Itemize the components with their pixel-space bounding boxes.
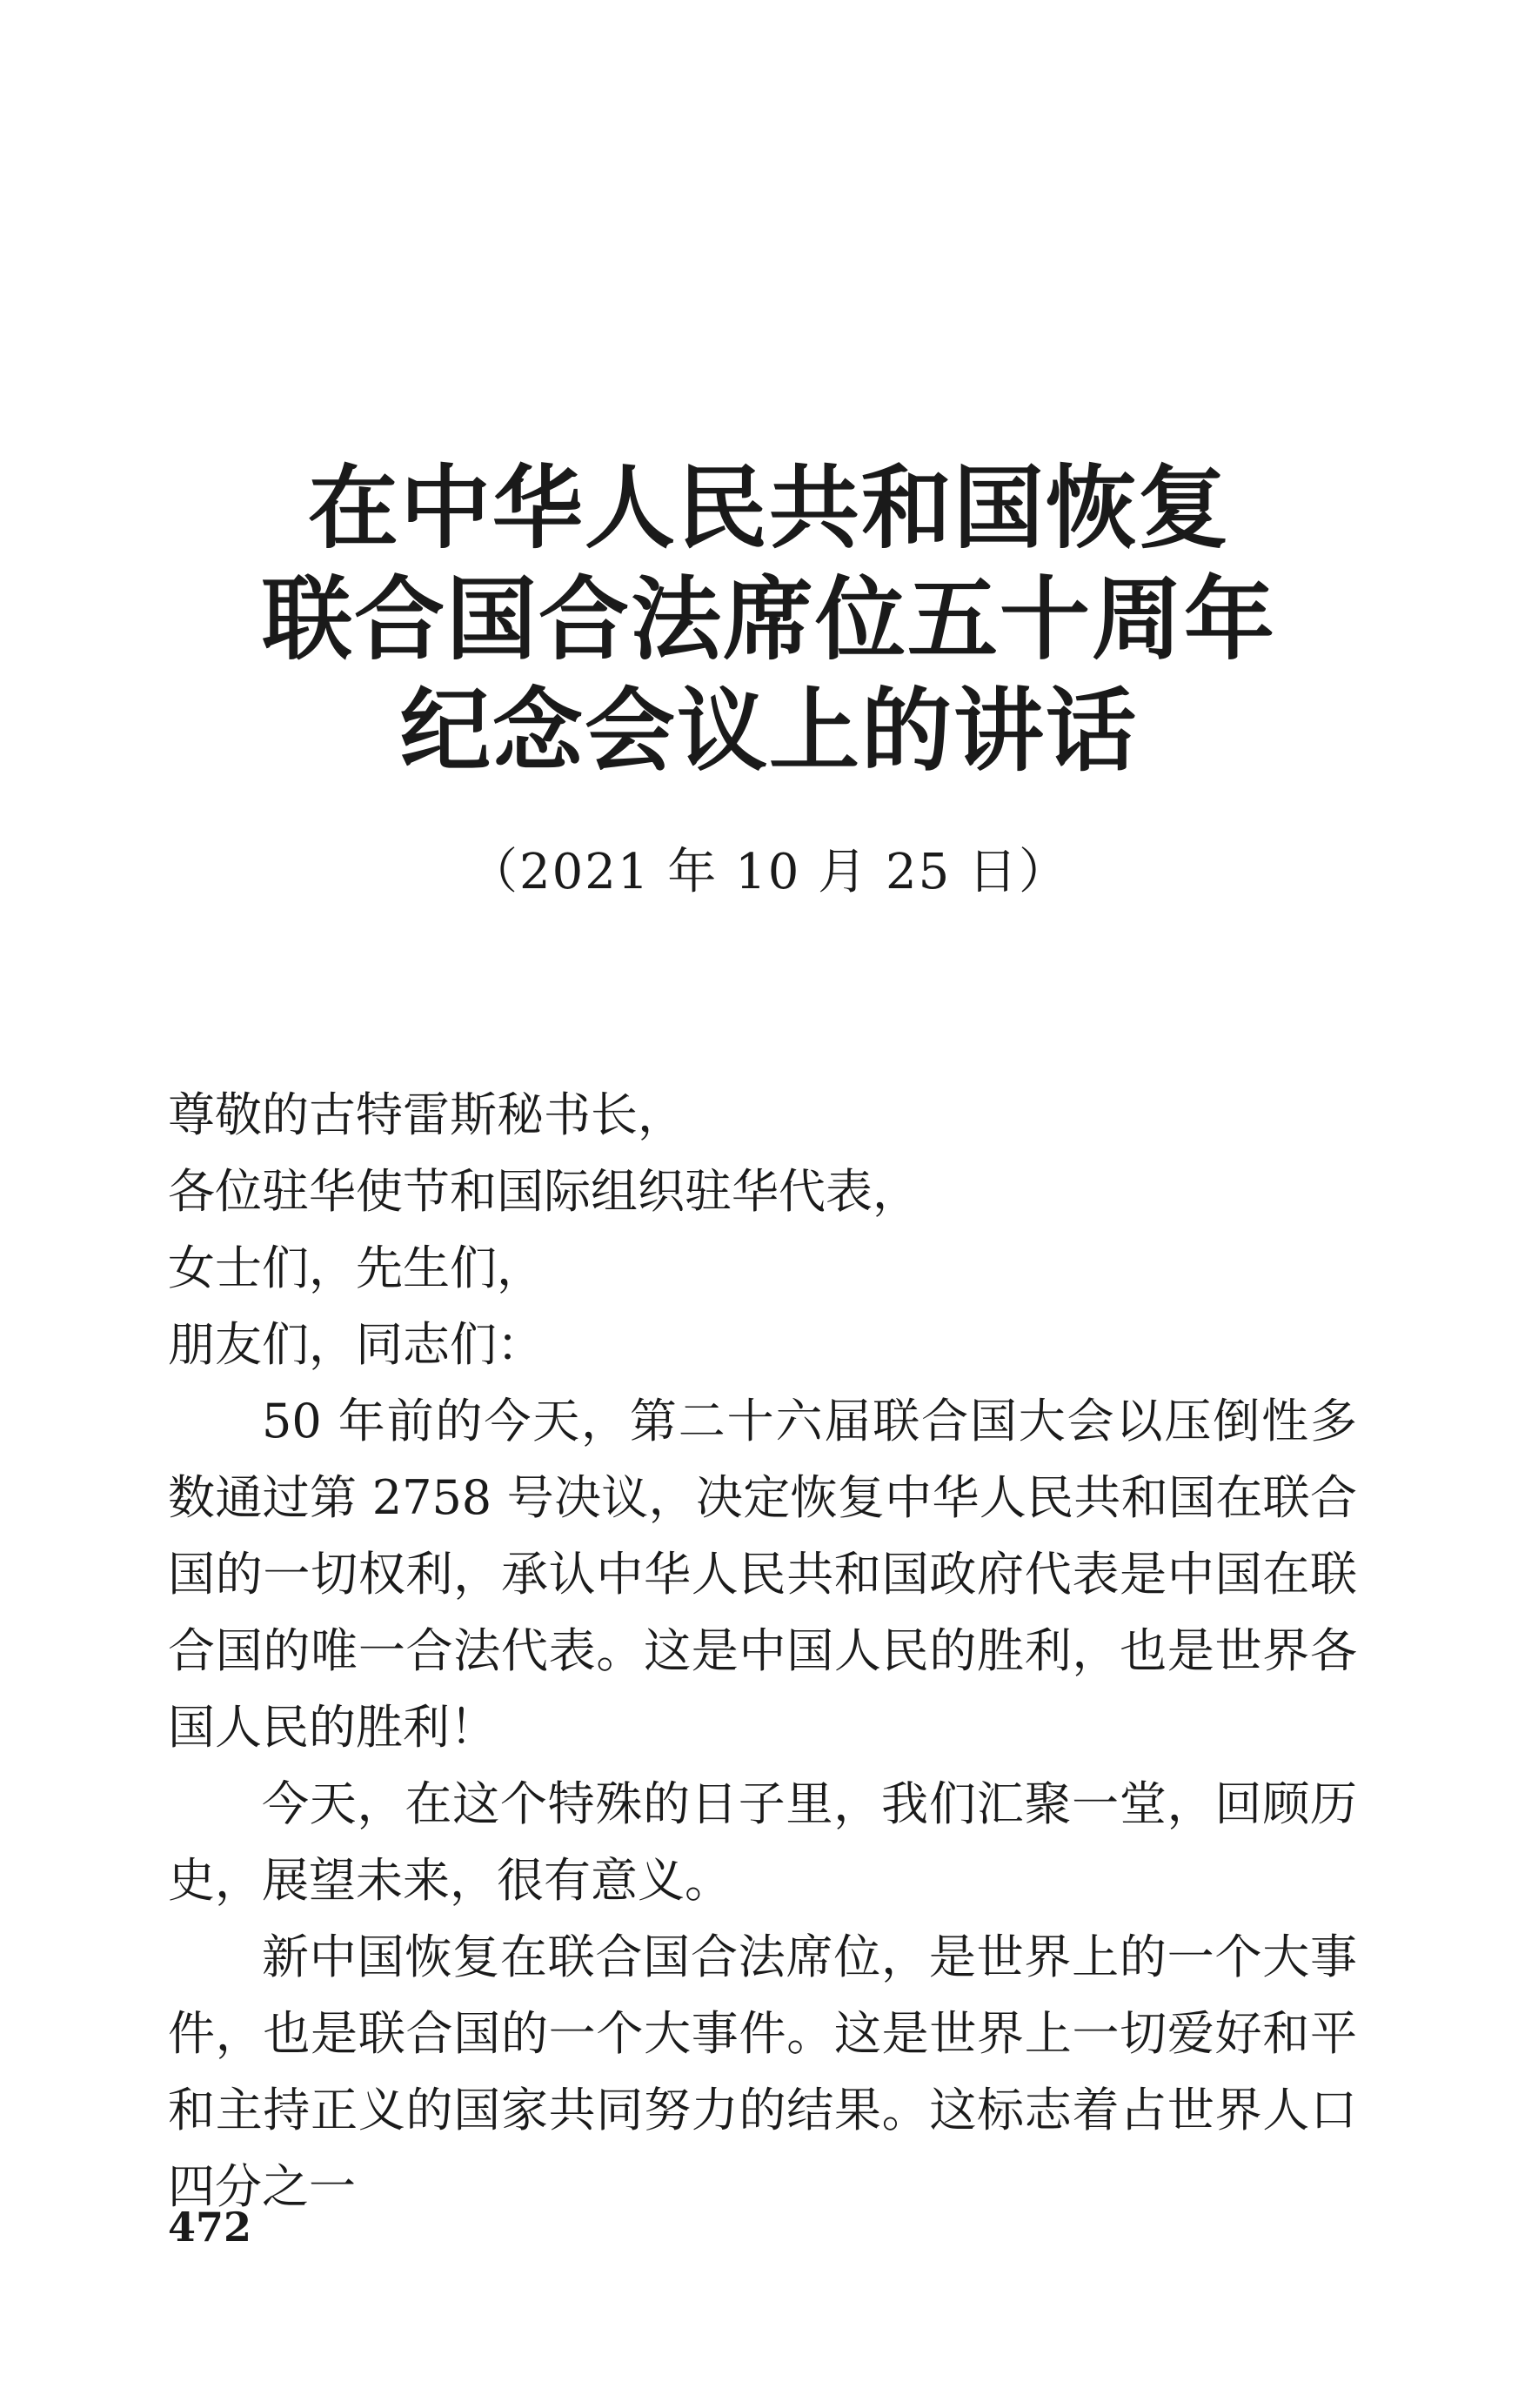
speech-date: （2021 年 10 月 25 日） xyxy=(468,844,1070,900)
speech-title xyxy=(0,452,1538,786)
salutation-line: 朋友们，同志们： xyxy=(168,1317,544,1372)
title-line-3: 纪念会议上的讲话 xyxy=(399,678,1138,784)
page-number: 472 xyxy=(168,2204,252,2251)
speech-body xyxy=(168,1077,1357,2225)
salutation-line: 各位驻华使节和国际组织驻华代表， xyxy=(168,1164,919,1219)
title-line-1: 在中华人民共和国恢复 xyxy=(307,455,1230,561)
body-paragraph: 新中国恢复在联合国合法席位，是世界上的一个大事件，也是联合国的一个大事件。这是世界上一切爱好和平和主持正义的国家共同努力的结果。这标志着占世界人口四分之一 xyxy=(168,1930,1357,2214)
body-paragraph: 50 年前的今天，第二十六届联合国大会以压倒性多数通过第 2758 号决议，决定恢复中华人民共和国在联合国的一切权利，承认中华人民共和国政府代表是中国在联合国的唯一合法代表。这是中国人民的胜利，也是世界各国人民的胜利！ xyxy=(168,1394,1357,1755)
body-paragraph: 今天，在这个特殊的日子里，我们汇聚一堂，回顾历史，展望未来，很有意义。 xyxy=(168,1776,1357,1908)
title-line-2: 联合国合法席位五十周年 xyxy=(261,566,1276,672)
salutation-line: 女士们，先生们， xyxy=(168,1241,544,1295)
salutation-line: 尊敬的古特雷斯秘书长， xyxy=(168,1087,685,1142)
